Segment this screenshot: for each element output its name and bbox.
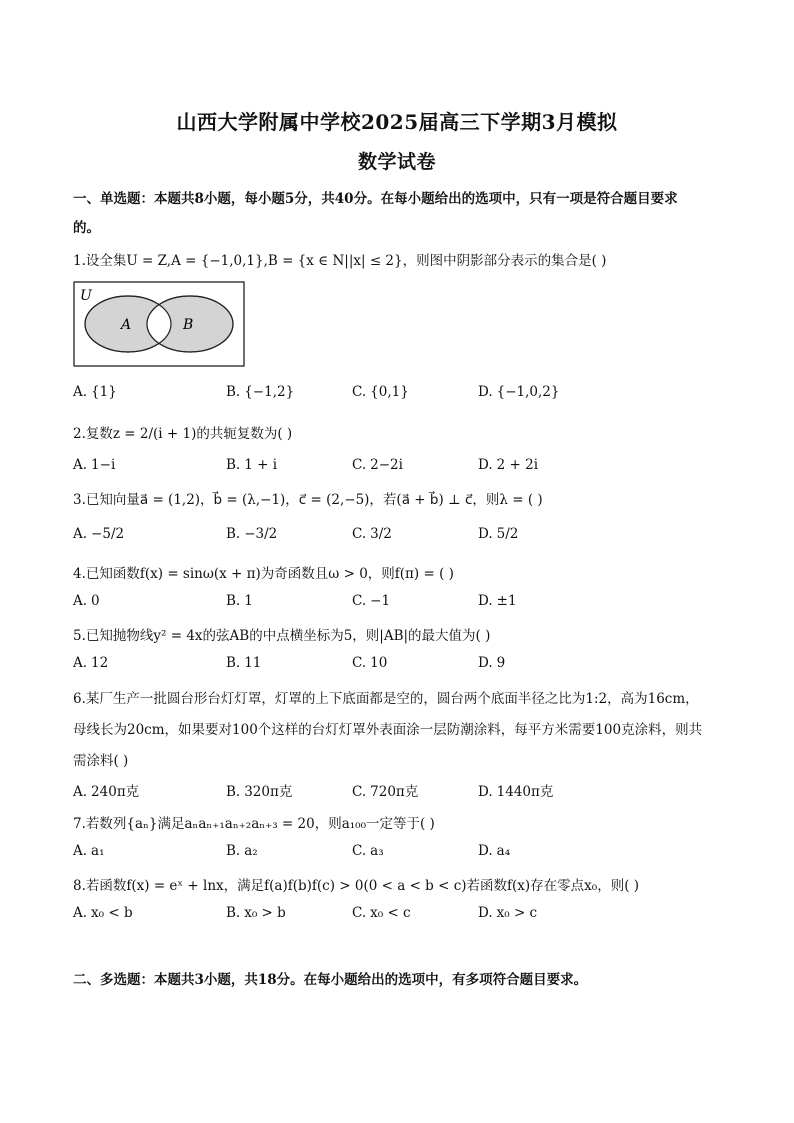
option-d[interactable]: D. ±1 — [478, 593, 517, 609]
option-b[interactable]: B. a₂ — [226, 843, 258, 859]
question-stem: 若函数f(x) = eˣ + lnx，满足f(a)f(b)f(c) > 0(0 < a < b < c)若函数f(x)存在零点x₀，则( ) — [85, 878, 640, 894]
option-a[interactable]: A. 240π克 — [73, 784, 140, 800]
question-8: 8.若函数f(x) = eˣ + lnx，满足f(a)f(b)f(c) > 0(0 < a < b < c)若函数f(x)存在零点x₀，则( ) — [73, 878, 640, 894]
option-c[interactable]: C. 3/2 — [352, 526, 392, 542]
venn-set-a-label: A — [121, 317, 132, 333]
option-c[interactable]: C. x₀ < c — [352, 905, 411, 921]
option-d[interactable]: D. {−1,0,2} — [478, 384, 560, 400]
option-b[interactable]: B. 1 + i — [226, 457, 278, 473]
exam-subtitle: 数学试卷 — [357, 151, 436, 173]
option-c[interactable]: C. 2−2i — [352, 457, 403, 473]
question-4: 4.已知函数f(x) = sinω(x + π)为奇函数且ω > 0，则f(π) = ( ) — [73, 566, 454, 582]
question-7-options — [73, 843, 713, 861]
venn-diagram — [73, 281, 245, 367]
option-c[interactable]: C. 10 — [352, 655, 388, 671]
option-b[interactable]: B. 1 — [226, 593, 253, 609]
option-d[interactable]: D. a₄ — [478, 843, 511, 859]
question-6-line3: 需涂料( ) — [73, 753, 129, 769]
option-a[interactable]: A. −5/2 — [73, 526, 125, 542]
venn-set-b-label: B — [183, 317, 194, 333]
question-3: 3.已知向量a⃗ = (1,2)，b⃗ = (λ,−1)，c⃗ = (2,−5)，若(a⃗ + b⃗) ⊥ c⃗，则λ = ( ) — [73, 492, 543, 508]
section2-heading: 二、多选题：本题共3小题，共18分。在每小题给出的选项中，有多项符合题目要求。 — [73, 972, 588, 988]
question-stem: 设全集U = Z,A = {−1,0,1},B = {x ∈ N||x| ≤ 2}，则图中阴影部分表示的集合是( ) — [85, 253, 607, 269]
option-a[interactable]: A. 12 — [73, 655, 109, 671]
option-b[interactable]: B. 320π克 — [226, 784, 293, 800]
question-number: 1. — [73, 253, 86, 269]
option-d[interactable]: D. 2 + 2i — [478, 457, 539, 473]
section1-heading-line2: 的。 — [73, 220, 100, 236]
option-c[interactable]: C. {0,1} — [352, 384, 409, 400]
option-b[interactable]: B. x₀ > b — [226, 905, 286, 921]
option-d[interactable]: D. 1440π克 — [478, 784, 554, 800]
option-c[interactable]: C. a₃ — [352, 843, 384, 859]
question-stem: 若数列{aₙ}满足aₙaₙ₊₁aₙ₊₂aₙ₊₃ = 20，则a₁₀₀一定等于( ) — [85, 816, 435, 832]
question-2-options — [73, 457, 713, 475]
option-a[interactable]: A. a₁ — [73, 843, 105, 859]
venn-universe-label: U — [80, 288, 92, 304]
question-stem: 已知抛物线y² = 4x的弦AB的中点横坐标为5，则|AB|的最大值为( ) — [85, 628, 491, 644]
question-7: 7.若数列{aₙ}满足aₙaₙ₊₁aₙ₊₂aₙ₊₃ = 20，则a₁₀₀一定等于( ) — [73, 816, 435, 832]
question-6-options — [73, 780, 713, 798]
question-3-options — [73, 526, 713, 544]
question-stem: 某厂生产一批圆台形台灯灯罩，灯罩的上下底面都是空的，圆台两个底面半径之比为1:2，高为16cm， — [85, 691, 699, 707]
option-d[interactable]: D. 9 — [478, 655, 506, 671]
question-4-options — [73, 593, 713, 611]
question-8-options — [73, 905, 713, 923]
option-c[interactable]: C. 720π克 — [352, 784, 419, 800]
exam-title: 山西大学附属中学校2025届高三下学期3月模拟 — [176, 110, 618, 134]
option-a[interactable]: A. x₀ < b — [73, 905, 133, 921]
option-a[interactable]: A. 0 — [73, 593, 100, 609]
option-a[interactable]: A. 1−i — [73, 457, 116, 473]
option-d[interactable]: D. x₀ > c — [478, 905, 538, 921]
question-2: 2.复数z = 2/(i + 1)的共轭复数为( ) — [73, 426, 293, 442]
option-b[interactable]: B. −3/2 — [226, 526, 278, 542]
question-stem: 已知向量a⃗ = (1,2)，b⃗ = (λ,−1)，c⃗ = (2,−5)，若(a⃗ + b⃗) ⊥ c⃗，则λ = ( ) — [85, 492, 543, 508]
question-1-options — [73, 384, 713, 402]
section1-heading-line1: 一、单选题：本题共8小题，每小题5分，共40分。在每小题给出的选项中，只有一项是符合题目要求 — [73, 191, 678, 207]
option-b[interactable]: B. 11 — [226, 655, 262, 671]
option-c[interactable]: C. −1 — [352, 593, 391, 609]
option-d[interactable]: D. 5/2 — [478, 526, 519, 542]
question-5: 5.已知抛物线y² = 4x的弦AB的中点横坐标为5，则|AB|的最大值为( ) — [73, 628, 491, 644]
question-stem: 已知函数f(x) = sinω(x + π)为奇函数且ω > 0，则f(π) = ( ) — [85, 566, 454, 582]
option-a[interactable]: A. {1} — [73, 384, 117, 400]
question-5-options — [73, 655, 713, 673]
option-b[interactable]: B. {−1,2} — [226, 384, 295, 400]
question-1 — [73, 249, 606, 269]
question-stem: 复数z = 2/(i + 1)的共轭复数为( ) — [85, 426, 293, 442]
question-6: 6.某厂生产一批圆台形台灯灯罩，灯罩的上下底面都是空的，圆台两个底面半径之比为1:2，高为16cm， — [73, 691, 699, 707]
question-6-line2: 母线长为20cm，如果要对100个这样的台灯灯罩外表面涂一层防潮涂料，每平方米需要100克涂料，则共 — [73, 722, 703, 738]
